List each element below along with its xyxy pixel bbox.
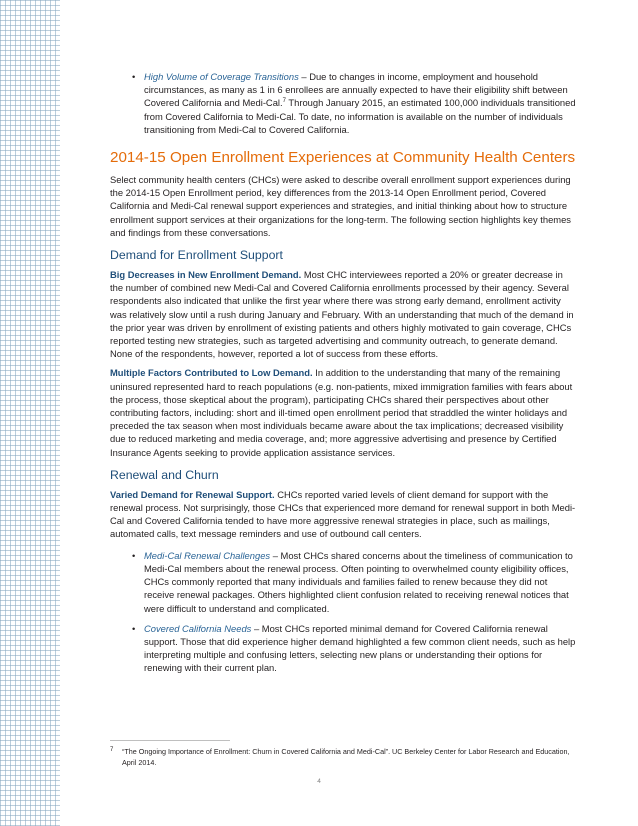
bullet-label: High Volume of Coverage Transitions	[144, 71, 299, 82]
bullet-label: Covered California Needs	[144, 622, 252, 634]
lead-in: Varied Demand for Renewal Support.	[110, 488, 275, 500]
bullet-icon: •	[132, 549, 136, 561]
bullet-label: Medi-Cal Renewal Challenges	[144, 549, 271, 561]
footnote	[110, 746, 580, 768]
lead-in: Big Decreases in New Enrollment Demand.	[110, 269, 302, 281]
demand-paragraph-2: Multiple Factors Contributed to Low Demand. In addition to the understanding that many of the remaining uninsured represented hard to reach populations (e.g. non-patients, mixed immigration families with fears about the process, those skeptical about the program), participating CHCs shared their perspectives about other contributing factors, including: short and ill-timed open enrollment period that straddled the winter holidays and preceded the tax season when most individuals became aware about the tax implications; decreased visibility due to reduced marketing and media coverage, and; more aggressive advertising and presence by Certified Insurance Agents seeking to provide application assistance services.	[110, 367, 573, 458]
footnote-divider	[110, 740, 230, 741]
bullet-text: Due to changes in income, employment and household circumstances, as many as 1 in 6 enrollees are annually expected to have their eligibility shift between Covered California and Medi-Cal.	[144, 71, 568, 109]
demand-heading: Demand for Enrollment Support	[110, 248, 283, 263]
section-title: 2014-15 Open Enrollment Experiences at Community Health Centers	[110, 149, 576, 167]
bullet-icon: •	[132, 71, 136, 82]
footnote-number: 7	[110, 747, 114, 753]
page-content	[110, 70, 576, 682]
footnote-ref: 7	[282, 98, 286, 105]
bullet-icon: •	[132, 622, 136, 634]
page-number: 4	[317, 778, 321, 785]
list-item-medi-cal-renewal	[110, 549, 576, 615]
intro-paragraph: Select community health centers (CHCs) were asked to describe overall enrollment support experiences during the 2014-15 Open Enrollment period, key differences from the 2013-14 Open Enrollment period, Covered California and Medi-Cal renewal support experiences and strategies, and initial thinking about how to structure enrollment support services at their organizations for the long-term. The following section highlights key themes and findings from these conversations.	[110, 174, 571, 238]
list-item-covered-california	[110, 622, 576, 675]
decorative-margin-pattern	[0, 0, 60, 826]
renewal-heading: Renewal and Churn	[110, 467, 219, 482]
footnote-text: “The Ongoing Importance of Enrollment: Churn in Covered California and Medi-Cal”. UC Berkeley Center for Labor Research and Education, April 2014.	[122, 747, 570, 767]
lead-in: Multiple Factors Contributed to Low Demand.	[110, 367, 313, 379]
renewal-paragraph: Varied Demand for Renewal Support. CHCs reported varied levels of client demand for support with the renewal process. Not surprisingly, those CHCs that experienced more demand for renewal support in both Medi-Cal and Covered California tended to have more aggressive renewal strategies in place, such as mailings, automated calls, text message reminders and use of outbound call centers.	[110, 488, 576, 540]
demand-paragraph-1: Big Decreases in New Enrollment Demand. Most CHC interviewees reported a 20% or greater decrease in the number of combined new Medi-Cal and Covered California enrollments processed by their agency. Several respondents also indicated that unlike the first year where there was strong early demand, enrollment activity was relatively slow until a rush during January and February. With an understanding that much of the demand in the prior year was driven by enrollment of existing patients and others highly motivated to gain coverage, CHCs reported testing new strategies, such as targeted advertising and community outreach, to generate demand. None of the respondents, however, reported a lot of success from these efforts.	[110, 269, 574, 360]
bullet-text: – Most CHCs shared concerns about the timeliness of communication to Medi-Cal members about the renewal process. Often pointing to overwhelmed county eligibility offices, CHCs commonly reported that many individuals and families failed to renew because they did not receive renewal packages. Others highlighted client confusion related to receiving renewal notices that were difficult to understand and complicated.	[144, 549, 573, 614]
bullet-text: – Most CHCs reported minimal demand for Covered California renewal support. Those that did experience higher demand highlighted a few common client needs, such as help interpreting multiple and confusing letters, selecting new plans or understanding their options for renewing with their current plan.	[144, 622, 576, 674]
list-item-coverage-transitions: • High Volume of Coverage Transitions – Due to changes in income, employment and household circumstances, as many as 1 in 6 enrollees are annually expected to have their eligibility shift between Covered California and Medi-Cal.$^7$ Through January 2015, an estimated 100,000 individuals transitioned from Covered California to Medi-Cal. To date, no information is available on the number of individuals transitioning from Medi-Cal to Covered California.	[132, 71, 576, 135]
